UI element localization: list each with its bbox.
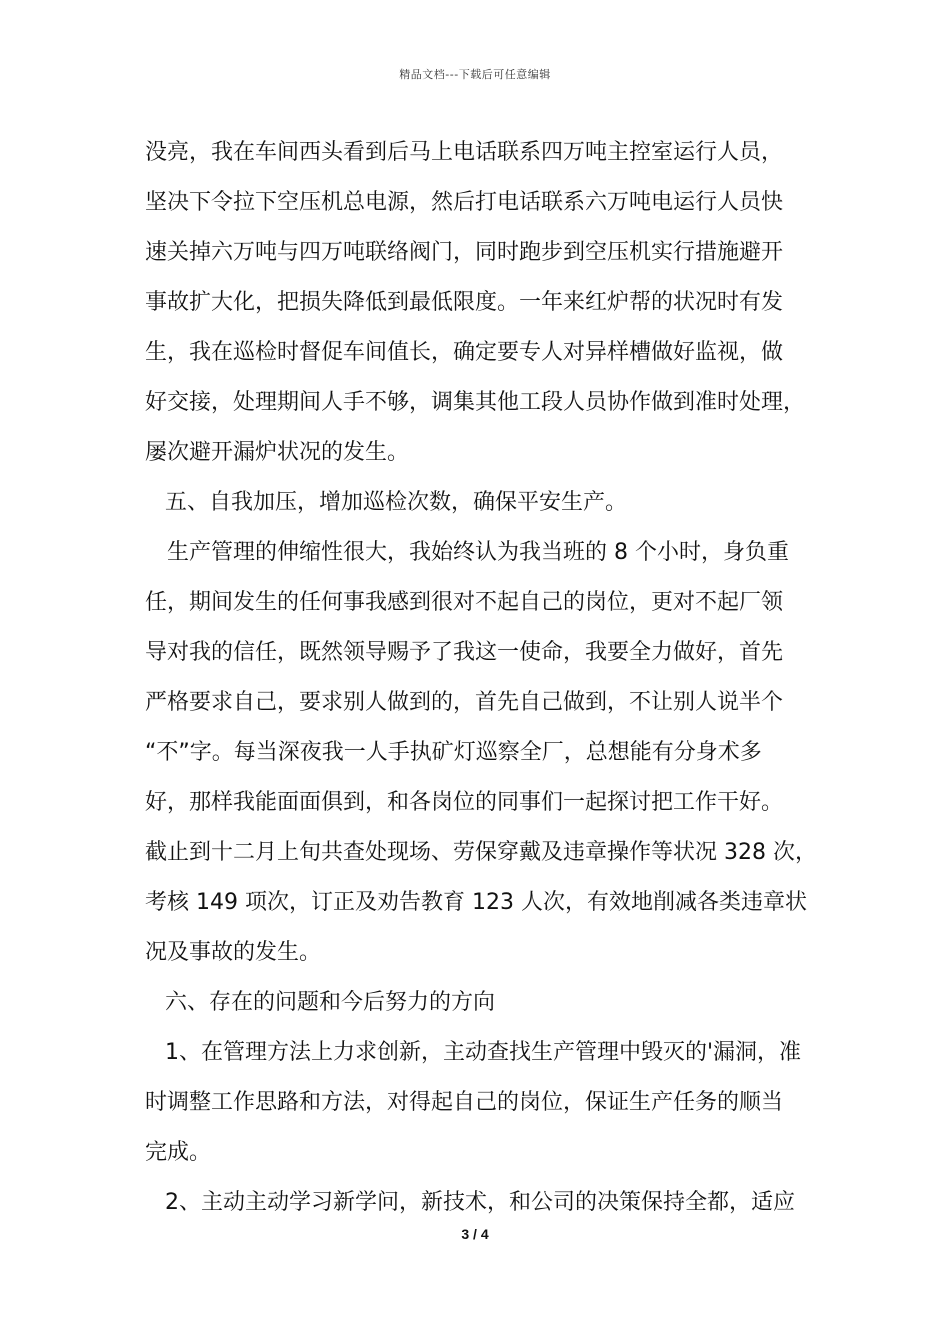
text-line: 事故扩大化，把损失降低到最低限度。一年来红炉帮的状况时有发 (145, 290, 784, 315)
text-line: 坚决下令拉下空压机总电源，然后打电话联系六万吨电运行人员快 (145, 190, 784, 215)
page-number: 3 / 4 (461, 1226, 489, 1242)
text-line: 速关掉六万吨与四万吨联络阀门，同时跑步到空压机实行措施避开 (145, 240, 784, 265)
text-line: 屡次避开漏炉状况的发生。 (145, 440, 410, 465)
text-line: 好交接，处理期间人手不够，调集其他工段人员协作做到准时处理， (145, 390, 806, 415)
page-header: 精品文档---下载后可任意编辑 (399, 68, 551, 81)
text-line: 好，那样我能面面俱到，和各岗位的同事们一起探讨把工作干好。 (145, 790, 784, 815)
text-line: 考核 149 项次，订正及劝告教育 123 人次，有效地削减各类违章状 (145, 890, 807, 915)
text-line: 截止到十二月上旬共查处现场、劳保穿戴及违章操作等状况 328 次， (145, 840, 817, 865)
text-line: 1、在管理方法上力求创新，主动查找生产管理中毁灭的'漏洞，准 (165, 1040, 802, 1065)
text-line: 况及事故的发生。 (145, 940, 322, 965)
text-line: 完成。 (145, 1140, 212, 1165)
document-body (145, 128, 815, 1228)
text-line: “不”字。每当深夜我一人手执矿灯巡察全厂，总想能有分身术多 (145, 740, 762, 765)
text-line: 生产管理的伸缩性很大，我始终认为我当班的 8 个小时，身负重 (167, 540, 789, 565)
text-line: 时调整工作思路和方法，对得起自己的岗位，保证生产任务的顺当 (145, 1090, 784, 1115)
text-line: 2、主动主动学习新学问，新技术，和公司的决策保持全都，适应 (165, 1190, 795, 1215)
text-line: 严格要求自己，要求别人做到的，首先自己做到，不让别人说半个 (145, 690, 784, 715)
text-line: 生，我在巡检时督促车间值长，确定要专人对异样槽做好监视，做 (145, 340, 784, 365)
section-heading: 六、存在的问题和今后努力的方向 (165, 990, 496, 1015)
text-line: 没亮，我在车间西头看到后马上电话联系四万吨主控室运行人员， (145, 140, 784, 165)
text-line: 任，期间发生的任何事我感到很对不起自己的岗位，更对不起厂领 (145, 590, 784, 615)
text-line: 导对我的信任，既然领导赐予了我这一使命，我要全力做好，首先 (145, 640, 784, 665)
section-heading: 五、自我加压，增加巡检次数，确保平安生产。 (165, 490, 628, 515)
